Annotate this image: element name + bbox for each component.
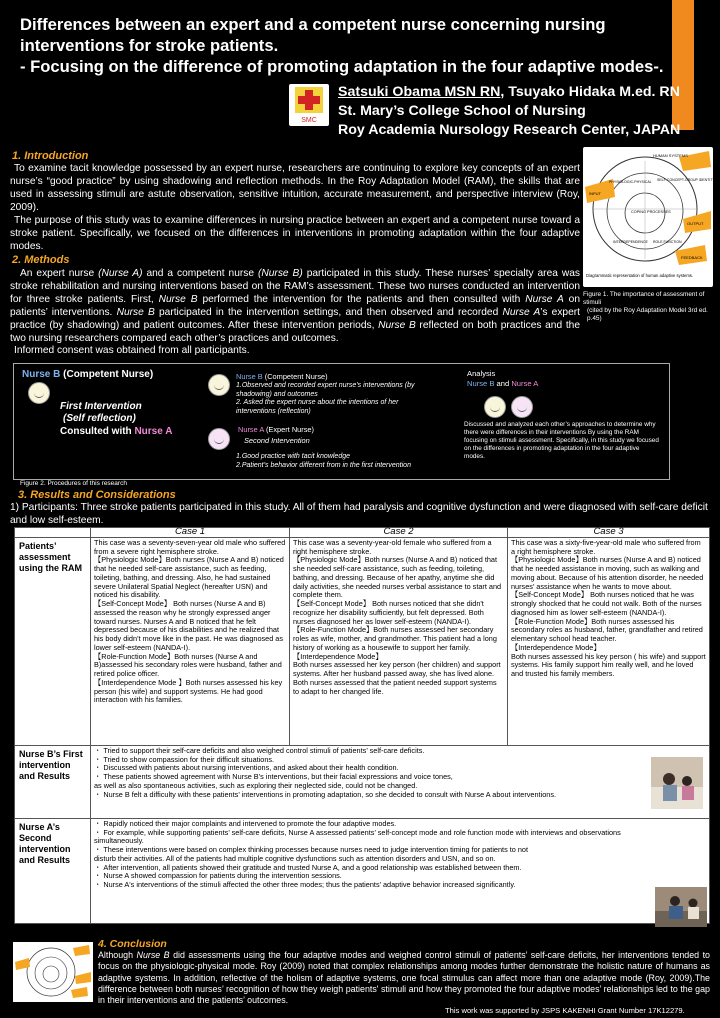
svg-text:Diagrammatic representation of: Diagrammatic representation of human adaptive systems. <box>586 273 694 278</box>
methods-paragraph: An expert nurse (Nurse A) and a competent nurse (Nurse B) participated in this study. These nurses’ specialty area was stroke rehabilitation and nursing interventions based on the RAM’s assessment. These two nurses conducted an intervention for three stroke patients. First, Nurse B performed the intervention for the patients and then consulted with Nurse A on patients’ interventions. Nurse B participated in the intervention settings, and then observed and recorded Nurse A’s expert practice (by shadowing) and patient outcomes. After these intervention periods, Nurse B reflected on both practices and the two nursing researchers compared each other’s practices and outcomes. <box>10 268 580 344</box>
svg-text:SMC: SMC <box>301 117 317 124</box>
column-header: Case 3 <box>508 528 710 538</box>
figure-1-thumbnail <box>13 942 93 1002</box>
intervention-photo <box>655 887 707 927</box>
column-header: Case 2 <box>290 528 508 538</box>
author-block: Satsuki Obama MSN RN, Tsuyako Hidaka M.ed. RN St. Mary’s College School of Nursing Roy Academia Nursology Research Center, JAPAN <box>338 83 688 140</box>
svg-text:OUTPUT: OUTPUT <box>687 221 704 226</box>
author-name: Satsuki Obama MSN RN <box>338 84 501 100</box>
nurse-a-face-icon <box>511 396 533 418</box>
figure-2-procedure: Nurse B (Competent Nurse) First Intervention (Self reflection) Consulted with Nurse A Nurse B (Competent Nurse) 1.Observed and recorded expert nurse’s interventions (by shadowing) and outcomes 2. Asked the expert nurse about the intentions of her interventions (reflection) Nurse A (Expert Nurse) Second Intervention 1.Good practice with tacit knowledge 2.Patient’s behavior different from in the first intervention Analysis Nurse B and Nurse A Discussed and analyzed each other’s approaches to determine why there were differences in their interventions By using the RAM focusing on stimuli assessment. Specifically, in this study we focused on the differences in promoting adaptation in the four adaptive modes. <box>13 363 670 480</box>
row-header: Nurse A’s Second intervention and Results <box>15 818 91 923</box>
section-heading: 3. Results and Considerations <box>18 489 176 501</box>
intro-paragraph: To examine tacit knowledge possessed by an expert nurse, researchers are continuing to explore key concepts of an expert nurse’s “good practice” by using shadowing and reflection methods. In the Roy Adaptation Model (RAM), the skills that are used in assessing stimuli are astute observation, sensitive intuition, accurate measurement, and perspective interview (Roy, 2009). <box>10 163 580 213</box>
nurse-b-face-icon <box>484 396 506 418</box>
case-cell: This case was a seventy-year-old female who suffered from a right hemisphere stroke. 【Physiologic Mode】Both nurses (Nurse A and B) noticed that she needed self-care assistance, such as feeding, toileting, bathing, and dressing. Because of her apathy, anytime she did daily activities, she needed nurses verbal assistance to start and complete them. 【Self-Concept Mode】 Both nurses noticed that she didn't recognize her disability sufficiently, but felt depressed. Both nurses diagnosed her as lower self-esteem (NANDA-I). 【Role-Function Mode】Both nurses assessed her secondary roles as wife, mother, and grandmother. This patient had a long history of working as a housewife to support her family. 【Interdependence Mode】 Both nurses assessed her key person (her children) and support systems. After her husband passed away, she has lived alone. Both nurses assessed that the patient needed support systems to adapt to her changed life. <box>290 537 508 745</box>
poster-title: Differences between an expert and a competent nurse concerning nursing interventions for stroke patients. - Focusing on the difference of promoting adaptation in the four adaptive modes-. <box>20 15 664 76</box>
svg-text:HUMAN SYSTEMS: HUMAN SYSTEMS <box>653 153 688 158</box>
table-header-row <box>15 528 710 538</box>
table-corner <box>15 528 91 538</box>
column-header: Case 1 <box>91 528 290 538</box>
svg-text:ROLE FUNCTION: ROLE FUNCTION <box>653 240 682 244</box>
case-cell: This case was a seventy-seven-year old male who suffered from a severe right hemisphere stroke. 【Physiologic Mode】Both nurses (Nurse A and B) noticed that he needed self-care assistance, such as feeding, toileting, bathing, and dressing. Also, he had sustained severe Unilateral Spatial Neglect (hereafter USN) and noticed his disability. 【Self-Concept Mode】 Both nurses (Nurse A and B) assessed the reason why he strongly expressed anger toward nurses. Nurses A and B noticed that he felt depressed because of his disabilities and he realized that his body didn’t move like in the past. He was diagnosed as lower self-esteem (NANDA-I). 【Role-Function Mode】Both nurses (Nurse A and B)assessed his secondary roles were husband, father and retired police officer. 【Interdependence Mode 】Both nurses assessed his key person (his wife) and support systems. He had good interaction with his families. <box>91 537 290 745</box>
nurse-b-face-icon <box>28 382 50 404</box>
figure-2-nurse-b-title: Nurse B (Competent Nurse) <box>22 369 154 380</box>
results-table <box>14 527 710 924</box>
results-cell: ・ Tried to support their self-care deficits and also weighed control stimuli of patients’ self-care deficits. ・ Tried to show compassion for their difficult situations. ・ Discussed with patients about nursing interventions, and asked about their health condition. ・ These patients showed agreement with Nurse B’s interventions, but their facial expressions and voice tones, as well as also spontaneous activities, such as exploring their neglected side, could not be changed. ・ Nurse B felt a difficulty with these patients’ interventions in promoting adaptation, so she decided to consult with Nurse A about interventions. <box>91 745 710 818</box>
results-cell: ・ Rapidly noticed their major complaints and intervened to promote the four adaptive modes. ・ For example, while supporting patients’ self-care deficits, Nurse A assessed patients’ self-concept mode and role function mode with interviews and observations simultaneously. ・ These interventions were based on complex thinking processes because nurses need to judge intervention timing for patients to not disturb their activities. All of the patients had multiple cognitive dysfunctions such as attention disorders and USN, and so on. ・ After intervention, all patients showed their gratitude and trusted Nurse A, and a good relationship was established between them. ・ Nurse A showed compassion for patients during the intervention sessions. ・ Nurse A's interventions of the stimuli affected the other three modes; thus the patients’ adaptive behavior increased significantly. <box>91 818 710 923</box>
intro-paragraph: The purpose of this study was to examine differences in nursing practice between an expert and a competent nurse toward a stroke patient. Specifically, we focused on the differences in interventions in promoting adaptation within the four adaptive modes. <box>10 215 580 252</box>
svg-text:COPING PROCESSES: COPING PROCESSES <box>631 210 671 214</box>
case-cell: This case was a sixty-five-year-old male who suffered from a right hemisphere stroke. 【Physiologic Mode】Both nurses (Nurse A and B) noticed that he needed assistance in moving, such as walking and moving about. Because of his attention disorder, he needed nurses’ assistance when he wants to move about. 【Self-Concept Mode】 Both nurses noticed that he was strongly shocked that he could not walk. Both of the nurses diagnosed him as lower self-esteem (NANDA-I). 【Role-Function Mode】Both nurses assessed his secondary roles as husband, father, grandfather and retired elementary school head teacher. 【Interdependence Mode】 Both nurses assessed his key person ( his wife) and support systems. His family support him really well, and he loved and trusted his family members. <box>508 537 710 745</box>
affiliation: Roy Academia Nursology Research Center, JAPAN <box>338 122 681 138</box>
table-row <box>15 745 710 818</box>
consent-note: Informed consent was obtained from all participants. <box>14 345 250 356</box>
figure-1-diagram <box>583 147 713 287</box>
section-heading: 1. Introduction <box>12 150 89 162</box>
row-header: Nurse B’s First intervention and Results <box>15 745 91 818</box>
svg-text:SELF-CONCEPT-GROUP IDENTITY: SELF-CONCEPT-GROUP IDENTITY <box>657 178 713 182</box>
intervention-photo <box>651 757 703 809</box>
affiliation: St. Mary’s College School of Nursing <box>338 103 586 119</box>
section-heading: 2. Methods <box>12 254 70 266</box>
college-logo <box>289 84 329 126</box>
svg-text:PHYSIOLOGIC-PHYSICAL: PHYSIOLOGIC-PHYSICAL <box>609 180 652 184</box>
svg-text:INPUT: INPUT <box>589 191 601 196</box>
table-row <box>15 818 710 923</box>
svg-text:FEEDBACK: FEEDBACK <box>681 255 703 260</box>
table-row <box>15 537 710 745</box>
nurse-a-face-icon <box>208 428 230 450</box>
participants-text: 1) Participants: Three stroke patients participated in this study. All of them had paralysis and cognitive dysfunction and were diagnosed with self-care deficit and low self-esteem. <box>10 502 708 526</box>
row-header: Patients’ assessment using the RAM <box>15 537 91 745</box>
funding-note: This work was supported by JSPS KAKENHI Grant Number 17K12279. <box>445 1006 685 1015</box>
nurse-b-face-icon <box>208 374 230 396</box>
conclusion-paragraph: Although Nurse B did assessments using the four adaptive modes and weighed control stimuli of patients’ self-care deficits, her interventions tended to focus on the physiologic-physical mode. Roy (2009) noted that complex relationships among modes further demonstrate the holistic nature of humans as adaptive systems. In addition, reflective of the holism of adaptive systems, one focal stimulus can affect more than one adaptive mode (Roy, 2009).The difference between both nurses’ recognition of how they weigh patients' stimuli and how they promoted the four adaptive modes’ relationships led to the gap in their interventions and the patients’ outcomes. <box>98 950 710 1006</box>
section-heading: 4. Conclusion <box>98 938 167 950</box>
svg-text:INTERDEPENDENCE: INTERDEPENDENCE <box>613 240 648 244</box>
figure-1-caption: Figure 1. The importance of assessment of stimuli (cited by the Roy Adaptation Model 3rd ed. p.45) <box>583 291 708 322</box>
figure-2-caption: Figure 2. Procedures of this research <box>20 480 127 487</box>
